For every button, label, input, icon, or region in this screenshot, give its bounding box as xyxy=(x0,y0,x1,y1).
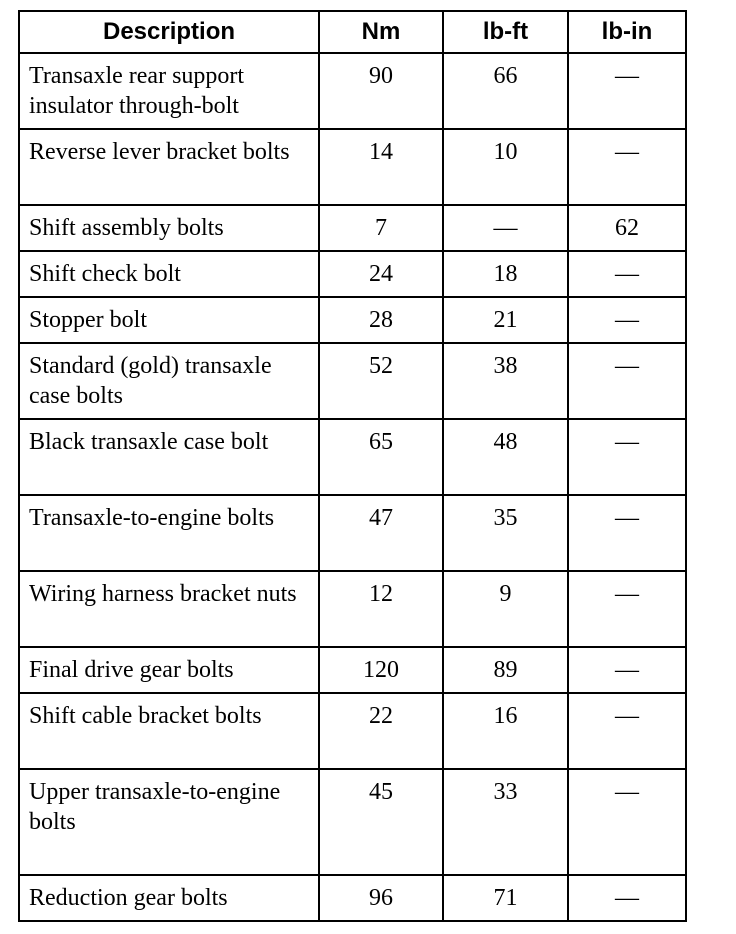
row-nm: 24 xyxy=(319,251,443,297)
table-row xyxy=(19,343,686,419)
row-description: Final drive gear bolts xyxy=(19,647,319,693)
row-lbft: 33 xyxy=(443,769,568,875)
row-description: Transaxle rear support insulator through-bolt xyxy=(19,53,319,129)
row-lbin: — xyxy=(568,53,686,129)
row-lbin: — xyxy=(568,693,686,769)
row-lbft: — xyxy=(443,205,568,251)
row-nm: 14 xyxy=(319,129,443,205)
table-row xyxy=(19,297,686,343)
row-nm: 65 xyxy=(319,419,443,495)
row-lbin: — xyxy=(568,875,686,921)
row-lbft: 71 xyxy=(443,875,568,921)
row-nm: 28 xyxy=(319,297,443,343)
row-nm: 96 xyxy=(319,875,443,921)
row-description: Reverse lever bracket bolts xyxy=(19,129,319,205)
table-row xyxy=(19,875,686,921)
row-description: Transaxle-to-engine bolts xyxy=(19,495,319,571)
row-lbft: 21 xyxy=(443,297,568,343)
row-lbft: 35 xyxy=(443,495,568,571)
row-description: Reduction gear bolts xyxy=(19,875,319,921)
row-lbin: 62 xyxy=(568,205,686,251)
row-lbft: 16 xyxy=(443,693,568,769)
header-lbin: lb-in xyxy=(568,11,686,53)
row-nm: 22 xyxy=(319,693,443,769)
table-row xyxy=(19,251,686,297)
table-header-row xyxy=(19,11,686,53)
row-nm: 45 xyxy=(319,769,443,875)
row-lbin: — xyxy=(568,495,686,571)
torque-specifications-table xyxy=(18,10,687,922)
row-lbft: 38 xyxy=(443,343,568,419)
row-description: Black transaxle case bolt xyxy=(19,419,319,495)
row-lbft: 10 xyxy=(443,129,568,205)
table-row xyxy=(19,647,686,693)
row-nm: 7 xyxy=(319,205,443,251)
table-row xyxy=(19,419,686,495)
row-description: Shift cable bracket bolts xyxy=(19,693,319,769)
row-lbin: — xyxy=(568,647,686,693)
row-nm: 120 xyxy=(319,647,443,693)
row-lbft: 48 xyxy=(443,419,568,495)
table-row xyxy=(19,693,686,769)
row-description: Shift assembly bolts xyxy=(19,205,319,251)
table-row xyxy=(19,129,686,205)
row-description: Wiring harness bracket nuts xyxy=(19,571,319,647)
row-lbft: 89 xyxy=(443,647,568,693)
header-nm: Nm xyxy=(319,11,443,53)
row-nm: 12 xyxy=(319,571,443,647)
row-lbft: 9 xyxy=(443,571,568,647)
table-row xyxy=(19,571,686,647)
row-lbin: — xyxy=(568,571,686,647)
row-nm: 90 xyxy=(319,53,443,129)
table-row xyxy=(19,769,686,875)
row-description: Shift check bolt xyxy=(19,251,319,297)
row-description: Upper transaxle-to-engine bolts xyxy=(19,769,319,875)
row-lbin: — xyxy=(568,769,686,875)
header-description: Description xyxy=(19,11,319,53)
header-lbft: lb-ft xyxy=(443,11,568,53)
row-lbin: — xyxy=(568,251,686,297)
row-description: Stopper bolt xyxy=(19,297,319,343)
row-lbin: — xyxy=(568,343,686,419)
row-lbft: 66 xyxy=(443,53,568,129)
row-lbin: — xyxy=(568,129,686,205)
row-nm: 52 xyxy=(319,343,443,419)
row-lbin: — xyxy=(568,297,686,343)
row-lbin: — xyxy=(568,419,686,495)
row-nm: 47 xyxy=(319,495,443,571)
row-lbft: 18 xyxy=(443,251,568,297)
row-description: Standard (gold) transaxle case bolts xyxy=(19,343,319,419)
table-row xyxy=(19,495,686,571)
table-row xyxy=(19,205,686,251)
table-row xyxy=(19,53,686,129)
